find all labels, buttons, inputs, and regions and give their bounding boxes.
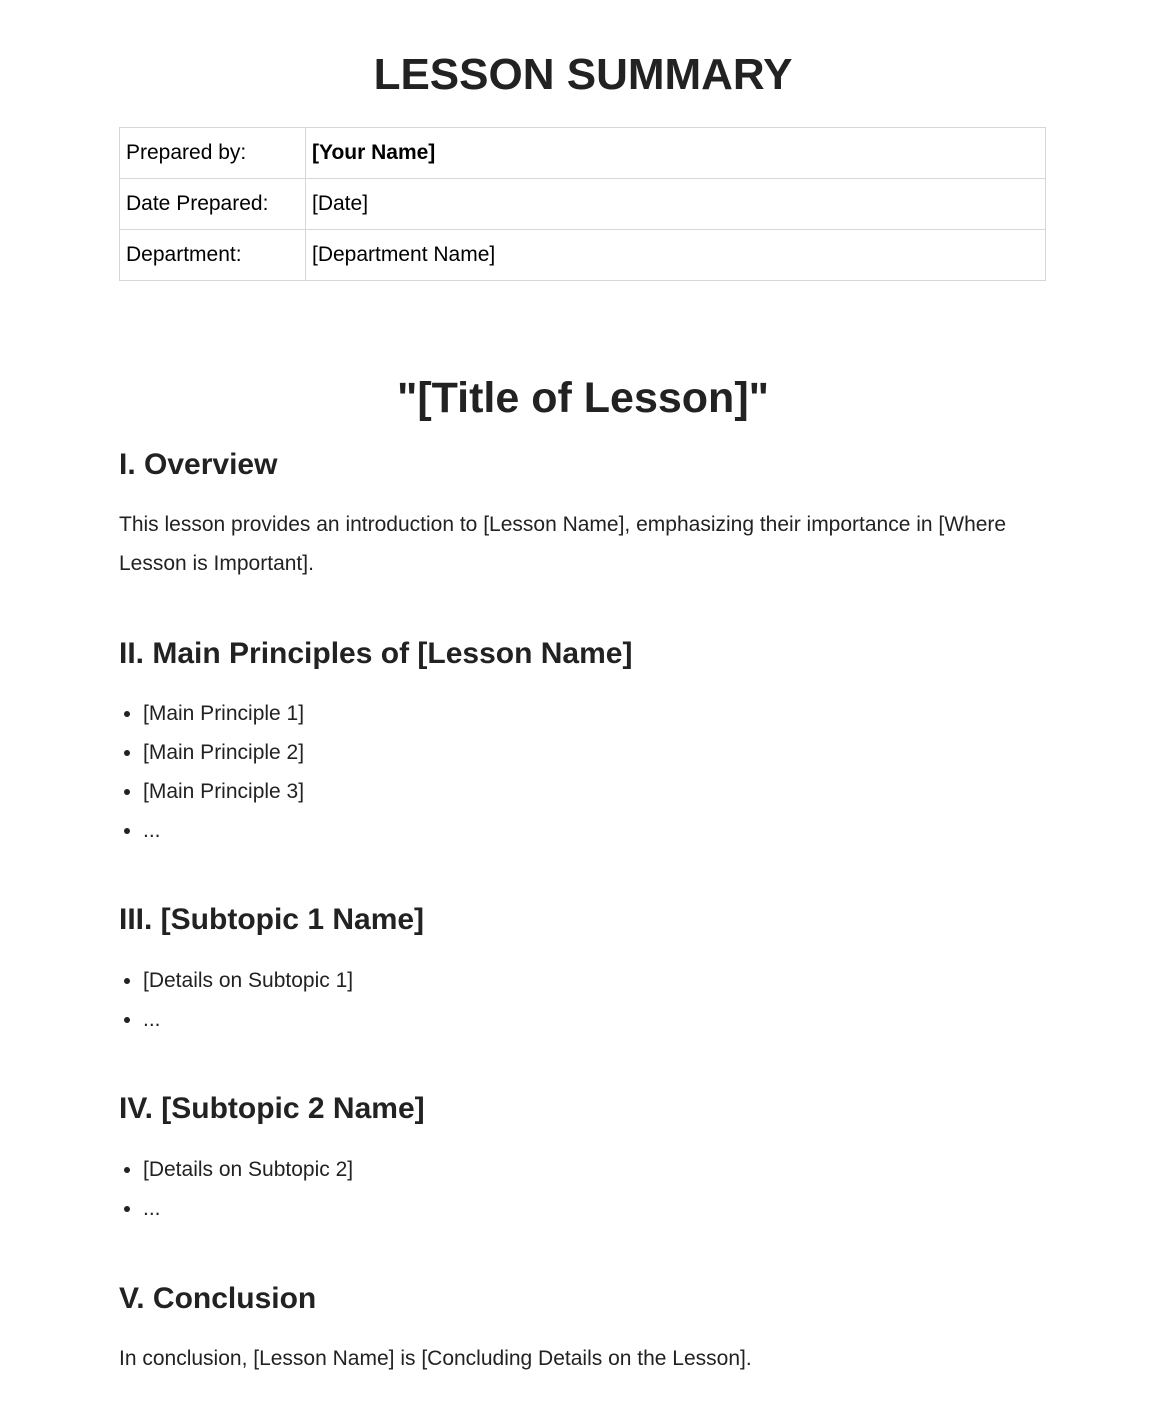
row-value: [Department Name]: [306, 230, 1046, 281]
subtopic1-heading: III. [Subtopic 1 Name]: [119, 903, 425, 936]
row-label: Prepared by:: [120, 128, 306, 179]
subtopic2-heading: IV. [Subtopic 2 Name]: [119, 1092, 425, 1125]
list-item: • [Details on Subtopic 2]: [143, 1150, 353, 1189]
list-item: • [Main Principle 1]: [143, 694, 304, 733]
principles-list: [119, 694, 304, 850]
conclusion-text: In conclusion, [Lesson Name] is [Concluding Details on the Lesson].: [119, 1347, 752, 1370]
list-item: • [Details on Subtopic 1]: [143, 961, 353, 1000]
row-value: [Your Name]: [306, 128, 1046, 179]
overview-text: This lesson provides an introduction to [Lesson Name], emphasizing their importance in [Where Lesson is Important].: [119, 513, 1007, 575]
row-value: [Date]: [306, 179, 1046, 230]
row-label: Date Prepared:: [120, 179, 306, 230]
subtopic1-list: [119, 961, 353, 1039]
document-title: LESSON SUMMARY: [373, 50, 793, 99]
lesson-title: "[Title of Lesson]": [396, 374, 770, 422]
table-row: [120, 230, 1046, 281]
overview-heading: I. Overview: [119, 448, 278, 481]
info-table: [119, 127, 1046, 281]
subtopic2-list: [119, 1150, 353, 1228]
table-row: [120, 179, 1046, 230]
principles-heading: II. Main Principles of [Lesson Name]: [119, 637, 633, 670]
list-item: • ...: [143, 1000, 353, 1039]
conclusion-heading: V. Conclusion: [119, 1282, 317, 1315]
table-row: [120, 128, 1046, 179]
list-item: • ...: [143, 811, 304, 850]
list-item: • ...: [143, 1189, 353, 1228]
row-label: Department:: [120, 230, 306, 281]
list-item: • [Main Principle 3]: [143, 772, 304, 811]
list-item: • [Main Principle 2]: [143, 733, 304, 772]
